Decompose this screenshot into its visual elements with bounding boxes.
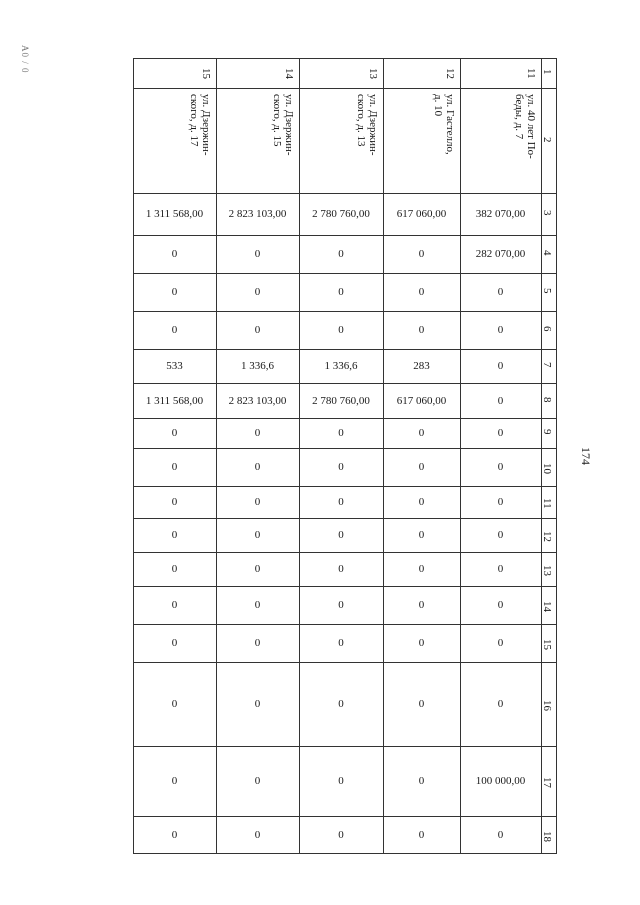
column-number-label: 9 [541,429,553,435]
table-cell: 0 [254,496,261,508]
record-number: 12 [444,68,456,79]
table-cell: 382 070,00 [475,208,526,220]
record-number: 13 [367,68,379,79]
table-cell: 1 336,6 [324,360,358,372]
table-cell: 617 060,00 [396,208,447,220]
table-cell: 617 060,00 [396,394,447,407]
table-cell: 0 [338,775,344,787]
table-cell: 0 [338,248,344,260]
table-cell: 282 070,00 [475,248,526,260]
table-cell: 0 [171,599,178,611]
table-cell: 0 [254,427,261,439]
table-cell: 0 [418,248,425,260]
table-cell: 2 780 760,00 [312,208,370,220]
table-cell: 0 [254,698,261,710]
record-number: 14 [283,68,295,79]
column-number-label: 11 [541,498,553,509]
table-cell: 0 [338,461,344,473]
table-cell: 0 [254,324,261,336]
table-cell: 0 [254,637,261,649]
record-number: 15 [200,68,212,79]
table-cell: 0 [497,496,504,508]
table-cell: 0 [418,775,425,787]
table-cell: 0 [171,461,178,473]
table-cell: 0 [254,461,261,473]
table-cell: 0 [497,360,504,372]
column-number-label: 18 [541,831,553,842]
record-number: 11 [525,68,537,79]
table-cell: 0 [171,427,178,439]
table-cell: 0 [497,637,504,649]
table-cell: 283 [413,360,430,372]
column-number-label: 10 [541,463,553,474]
table-cell: 0 [338,599,344,611]
table-cell: 0 [171,775,178,787]
table-cell: 0 [497,427,504,439]
table-cell: 100 000,00 [475,775,526,787]
table-cell: 0 [338,427,344,439]
column-number-label: 4 [541,250,553,256]
table-cell: 1 311 568,00 [145,208,204,220]
table-cell: 0 [338,828,344,841]
table-cell: 0 [254,286,261,298]
table-cell: 0 [497,599,504,611]
table-cell: 0 [497,461,504,473]
table-cell: 0 [418,324,425,336]
table-cell: 0 [171,496,178,508]
table-cell: 0 [418,286,425,298]
table-cell: 0 [418,496,425,508]
record-address: ул. Дзержин- ского, д. 17 [188,94,212,156]
table-cell: 0 [171,828,178,841]
grid-line-horizontal [133,58,557,59]
table-cell: 0 [497,563,504,575]
table-cell: 0 [497,394,504,407]
record-address: ул. Дзержин- ского, д. 13 [355,94,379,156]
column-number-label: 8 [541,397,553,403]
column-number-label: 6 [541,326,553,332]
table-cell: 0 [254,599,261,611]
grid-line-horizontal [133,853,557,854]
record-address: ул. Гастелло, д. 10 [432,94,456,155]
table-cell: 0 [254,529,261,541]
table-cell: 0 [171,529,178,541]
column-number-label: 7 [541,362,553,368]
table-cell: 0 [171,286,178,298]
table-cell: 0 [338,496,344,508]
column-number-label: 2 [541,137,553,143]
table-cell: 0 [254,248,261,260]
table-cell: 0 [497,828,504,841]
column-number-label: 16 [541,700,553,711]
table-cell: 0 [171,248,178,260]
table-cell: 533 [166,360,183,372]
table-cell: 0 [338,637,344,649]
table-cell: 0 [338,324,344,336]
record-address: ул. 40 лет По- беды, д. 7 [513,94,537,159]
table-cell: 0 [338,286,344,298]
table-cell: 0 [418,698,425,710]
grid-line-horizontal [133,88,557,89]
table-cell: 0 [171,698,178,710]
table-cell: 0 [497,324,504,336]
column-number-label: 12 [541,531,553,542]
table-cell: 0 [254,563,261,575]
column-number-label: 1 [541,69,553,75]
page-number: 174 [579,447,593,465]
table-cell: 0 [418,563,425,575]
table-cell: 0 [418,427,425,439]
grid-line-vertical [556,58,557,854]
column-number-label: 13 [541,565,553,576]
table-cell: 0 [254,828,261,841]
table-cell: 0 [497,286,504,298]
scan-mark: А0 / 0 [20,45,30,74]
column-number-label: 3 [541,210,553,216]
table-cell: 0 [338,698,344,710]
table-cell: 0 [338,563,344,575]
record-address: ул. Дзержин- ского, д. 15 [271,94,295,156]
table-cell: 0 [171,563,178,575]
table-cell: 0 [338,529,344,541]
table-cell: 2 823 103,00 [228,208,287,220]
grid-line-vertical [541,58,542,854]
table-cell: 1 311 568,00 [145,394,204,407]
table-cell: 0 [418,828,425,841]
column-number-label: 14 [541,601,553,612]
column-number-label: 5 [541,288,553,294]
table-cell: 0 [497,698,504,710]
table-cell: 2 780 760,00 [312,394,370,407]
table-cell: 0 [418,529,425,541]
column-number-label: 17 [541,777,553,788]
table-cell: 1 336,6 [241,360,274,372]
column-number-label: 15 [541,639,553,650]
table-cell: 0 [171,324,178,336]
table-cell: 0 [418,599,425,611]
table-cell: 0 [171,637,178,649]
table-cell: 0 [254,775,261,787]
table-cell: 0 [497,529,504,541]
table-cell: 0 [418,461,425,473]
table-cell: 2 823 103,00 [228,394,287,407]
table-cell: 0 [418,637,425,649]
